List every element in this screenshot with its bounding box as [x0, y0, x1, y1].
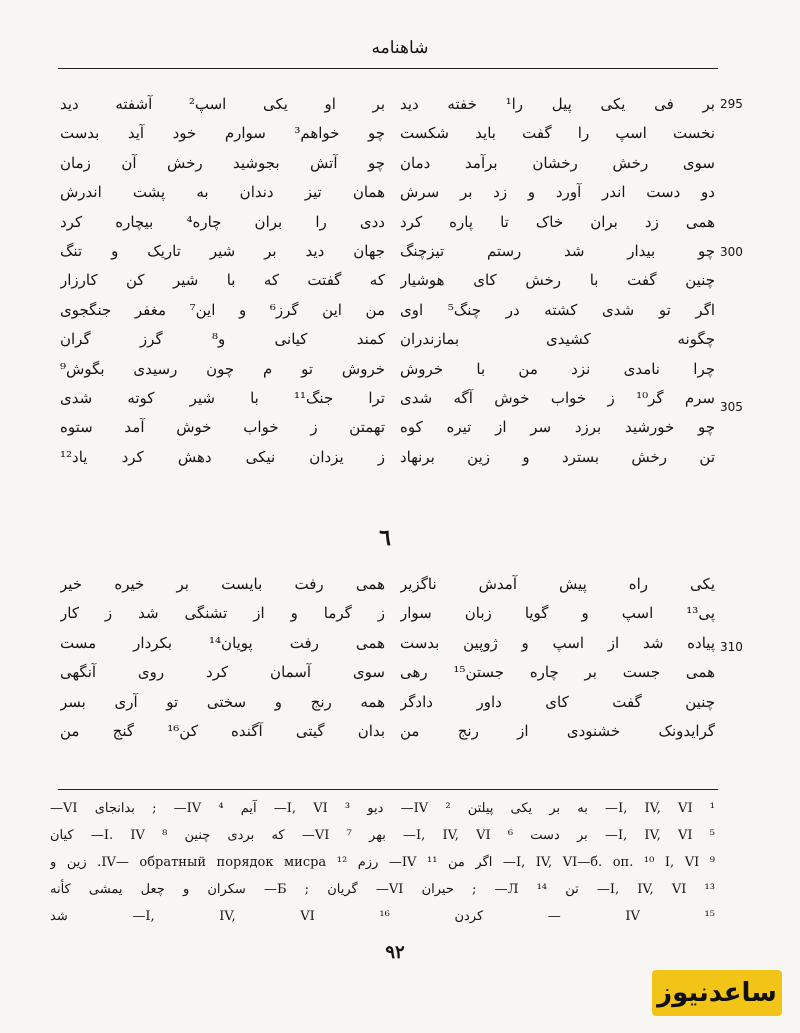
verse-line: نخست اسپ را گفت باید شکست	[400, 124, 715, 143]
verse-line: چو آتش بجوشید رخش آن زمان	[60, 153, 385, 172]
verse-line: سرم گر¹⁰ ز خواب خوش آگه شدی	[400, 388, 715, 407]
verse-line: همان تیز دندان به پشت اندرش	[60, 183, 385, 202]
verse-line: دو دست اندر آورد و زد بر سرش	[400, 183, 715, 202]
verse-number: 310	[720, 640, 743, 654]
verse-line: چنین گفت کای داور دادگر	[400, 692, 715, 711]
verse-line: خروش تو م چون رسیدی بگوش⁹	[60, 359, 385, 378]
footnote-line: ⁵ I, IV, VI— بر دست ⁶ I, IV, VI— بهر ⁷ VI— که بردی چنین ⁸ I. IV— کیان	[50, 828, 715, 843]
verse-line: همی رفت پویان¹⁴ بکردار مست	[60, 633, 385, 652]
verse-line: گرایدونک خشنودی از رنج من	[400, 721, 715, 740]
verse-line: چنین گفت با رخش کای هوشیار	[400, 271, 715, 290]
verse-line: همی زد بران خاک تا پاره کرد	[400, 212, 715, 231]
verse-line: تن رخش بسترد و زین برنهاد	[400, 447, 715, 466]
verse-line: سوی رخش رخشان برآمد دمان	[400, 153, 715, 172]
page-number: ٩٢	[385, 942, 405, 963]
verse-line: جهان دید بر شیر تاریک و تنگ	[60, 241, 385, 260]
verse-line: چو خورشید برزد سر از تیره کوه	[400, 418, 715, 437]
verse-line: چو بیدار شد رستم تیزچنگ	[400, 241, 715, 260]
verse-line: که گفتت که با شیر کن کارزار	[60, 271, 385, 290]
header-rule	[58, 68, 718, 69]
running-head: شاهنامه	[371, 38, 429, 58]
verse-line: من این گرز⁶ و این⁷ مغفر جنگجوی	[60, 300, 385, 319]
verse-line: تهمتن ز خواب خوش آمد ستوه	[60, 418, 385, 437]
verse-line: همی رفت بایست بر خیره خیر	[60, 575, 385, 593]
watermark-logo: ساعدنیوز	[652, 970, 782, 1016]
footnote-line: ¹³ I, IV, VI— تن ¹⁴ Л— ; حیران VI— گریان ; Б— سکران و چعل یمشی کأنه	[50, 882, 715, 897]
verse-line: سوی آسمان کرد روی آنگهی	[60, 663, 385, 682]
section2-left-column	[60, 570, 385, 746]
verse-line: اگر تو شدی کشته در چنگ⁵ اوی	[400, 300, 715, 319]
section1-left-column	[60, 90, 385, 472]
verse-line: کمند کیانی و⁸ گرز گران	[60, 330, 385, 349]
verse-number: 300	[720, 245, 743, 259]
footnote-line: ⁹ I, IV, VI—б. оп. ¹⁰ I, VI— اگر من ¹¹ IV— رزم ¹² IV— обратный порядок мисра. زین و	[50, 855, 715, 870]
verse-number: 295	[720, 97, 743, 111]
verse-line: چو خواهم³ سوارم خود آید بدست	[60, 124, 385, 143]
verse-line: همی جست بر چاره جستن¹⁵ رهی	[400, 663, 715, 682]
section1-right-column	[400, 90, 715, 472]
verse-line: ز یزدان نیکی دهش کرد یاد¹²	[60, 447, 385, 466]
verse-line: چرا نامدی نزد من با خروش	[400, 359, 715, 378]
section-heading: ٦	[379, 525, 391, 551]
verse-line: بر او یکی اسپ² آشفته دید	[60, 95, 385, 113]
verse-line: چگونه کشیدی بمازندران	[400, 330, 715, 349]
verse-line: ترا جنگ¹¹ با شیر کوته شدی	[60, 388, 385, 407]
footnote-rule	[58, 789, 718, 790]
section2-right-column	[400, 570, 715, 746]
verse-line: ددی را بران چاره⁴ بیچاره کرد	[60, 212, 385, 231]
verse-line: ز گرما و از تشنگی شد ز کار	[60, 604, 385, 623]
verse-number: 305	[720, 400, 743, 414]
verse-line: بدان گیتی آگنده کن¹⁶ گنج من	[60, 721, 385, 740]
verse-line: بر فی یکی پیل را¹ خفته دید	[400, 95, 715, 113]
verse-line: همه رنج و سختی تو آری بسر	[60, 692, 385, 711]
verse-line: پی¹³ اسپ و گویا زبان سوار	[400, 604, 715, 623]
footnote-line: ¹⁵ IV — کردن ¹⁶ I, IV, VI— شد	[50, 909, 715, 924]
verse-line: یکی راه پیش آمدش ناگزیر	[400, 575, 715, 593]
footnote-line: ¹ I, IV, VI— به بر یکی پیلتن ² IV— دیو ³ I, VI— آیم ⁴ IV— ; بدانجای VI—	[50, 801, 715, 816]
verse-line: پیاده شد از اسپ و ژوپین بدست	[400, 633, 715, 652]
footnotes	[50, 795, 715, 930]
